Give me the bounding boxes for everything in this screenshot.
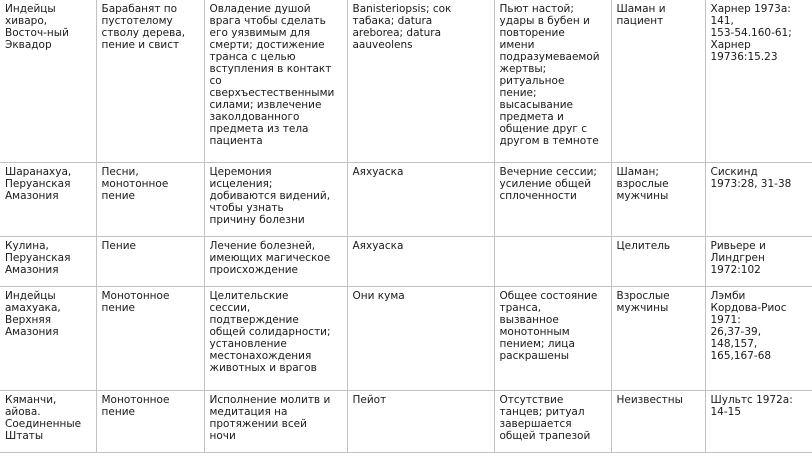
- table-row: [0, 0, 812, 163]
- goal-cell: Овладение душой врага чтобы сделать его уязвимым для смерти; достижение транса с целью вступления в контакт со сверхъестественными силами; извлечение заколдованного предмета из тела пациента: [204, 0, 347, 163]
- source-cell: Сискинд 1973:28, 31-38: [705, 163, 812, 237]
- goal-cell: Целительские сессии, подтверждение общей солидарности; установление местонахождения животных и врагов: [204, 287, 347, 391]
- instrument-cell: Монотонное пение: [96, 287, 204, 391]
- table-row: [0, 237, 812, 287]
- ritual-cell: Отсутствие танцев; ритуал завершается общей трапезой: [494, 391, 611, 453]
- source-cell: Лэмби Кордова-Риос 1971: 26,37-39, 148,157, 165,167-68: [705, 287, 812, 391]
- instrument-cell: Барабанят по пустотелому стволу дерева, пение и свист: [96, 0, 204, 163]
- instrument-cell: Пение: [96, 237, 204, 287]
- substance-cell: Banisteriopsis; сок табака; datura areborea; datura aauveolens: [347, 0, 494, 163]
- instrument-cell: Монотонное пение: [96, 391, 204, 453]
- instrument-cell: Песни, монотонное пение: [96, 163, 204, 237]
- participants-cell: Шаман; взрослые мужчины: [611, 163, 705, 237]
- substance-cell: Аяхуаска: [347, 237, 494, 287]
- participants-cell: Целитель: [611, 237, 705, 287]
- table-row: [0, 391, 812, 453]
- ritual-cell: Вечерние сессии; усиление общей сплоченности: [494, 163, 611, 237]
- goal-cell: Лечение болезней, имеющих магическое происхождение: [204, 237, 347, 287]
- participants-cell: Шаман и пациент: [611, 0, 705, 163]
- goal-cell: Исполнение молитв и медитация на протяжении всей ночи: [204, 391, 347, 453]
- substance-cell: Аяхуаска: [347, 163, 494, 237]
- source-cell: Ривьере и Линдгрен 1972:102: [705, 237, 812, 287]
- group-cell: Индейцы амахуака, Верхняя Амазония: [0, 287, 96, 391]
- ritual-cell: [494, 237, 611, 287]
- substance-cell: Они кума: [347, 287, 494, 391]
- source-cell: Харнер 1973а: 141, 153-54.160-61; Харнер 19736:15.23: [705, 0, 812, 163]
- table-row: [0, 163, 812, 237]
- table-row: [0, 287, 812, 391]
- ritual-cell: Общее состояние транса, вызванное монотонным пением; лица раскрашены: [494, 287, 611, 391]
- participants-cell: Неизвестны: [611, 391, 705, 453]
- substance-cell: Пейот: [347, 391, 494, 453]
- source-cell: Шультс 1972а: 14-15: [705, 391, 812, 453]
- group-cell: Шаранахуа, Перуанская Амазония: [0, 163, 96, 237]
- group-cell: Кяманчи, айова. Соединенные Штаты: [0, 391, 96, 453]
- group-cell: Кулина, Перуанская Амазония: [0, 237, 96, 287]
- participants-cell: Взрослые мужчины: [611, 287, 705, 391]
- goal-cell: Церемония исцеления; добиваются видений, чтобы узнать причину болезни: [204, 163, 347, 237]
- ritual-cell: Пьют настой; удары в бубен и повторение имени подразумеваемой жертвы; ритуальное пение; высасывание предмета и общение друг с другом в темноте: [494, 0, 611, 163]
- group-cell: Индейцы хиваро, Восточ-ный Эквадор: [0, 0, 96, 163]
